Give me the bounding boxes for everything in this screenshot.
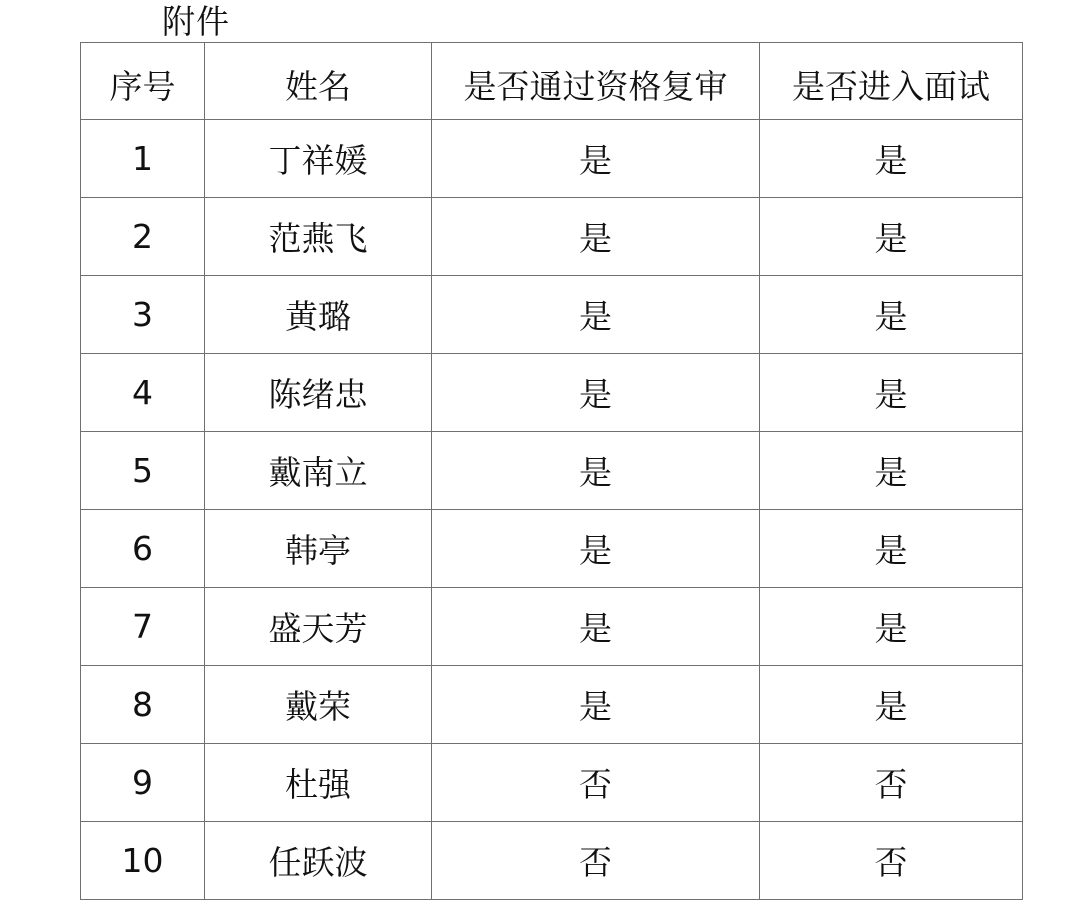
header-passed-qualification-review: 是否通过资格复审 <box>432 43 760 120</box>
attachment-label: 附件 <box>162 2 230 41</box>
header-serial-number: 序号 <box>81 43 205 120</box>
cell-passed-review: 是 <box>432 120 760 198</box>
table-row <box>81 354 1023 432</box>
cell-name: 任跃波 <box>205 822 432 900</box>
header-entered-interview: 是否进入面试 <box>760 43 1023 120</box>
cell-passed-review: 是 <box>432 510 760 588</box>
cell-name: 黄璐 <box>205 276 432 354</box>
cell-passed-review: 否 <box>432 822 760 900</box>
cell-name: 陈绪忠 <box>205 354 432 432</box>
cell-name: 丁祥媛 <box>205 120 432 198</box>
cell-name: 盛天芳 <box>205 588 432 666</box>
table-row <box>81 276 1023 354</box>
cell-passed-review: 是 <box>432 276 760 354</box>
table-row <box>81 666 1023 744</box>
cell-serial-number: 1 <box>81 120 205 198</box>
table-header-row <box>81 43 1023 120</box>
cell-name: 韩亭 <box>205 510 432 588</box>
cell-interview: 否 <box>760 744 1023 822</box>
cell-serial-number: 5 <box>81 432 205 510</box>
cell-name: 范燕飞 <box>205 198 432 276</box>
cell-serial-number: 3 <box>81 276 205 354</box>
cell-interview: 是 <box>760 354 1023 432</box>
cell-serial-number: 9 <box>81 744 205 822</box>
table-row <box>81 588 1023 666</box>
cell-name: 戴南立 <box>205 432 432 510</box>
table-row <box>81 822 1023 900</box>
cell-passed-review: 是 <box>432 354 760 432</box>
cell-passed-review: 是 <box>432 666 760 744</box>
cell-serial-number: 7 <box>81 588 205 666</box>
cell-interview: 否 <box>760 822 1023 900</box>
cell-passed-review: 是 <box>432 432 760 510</box>
cell-passed-review: 否 <box>432 744 760 822</box>
cell-name: 戴荣 <box>205 666 432 744</box>
cell-serial-number: 8 <box>81 666 205 744</box>
cell-interview: 是 <box>760 510 1023 588</box>
cell-interview: 是 <box>760 588 1023 666</box>
cell-interview: 是 <box>760 432 1023 510</box>
cell-serial-number: 6 <box>81 510 205 588</box>
cell-passed-review: 是 <box>432 198 760 276</box>
cell-interview: 是 <box>760 666 1023 744</box>
header-name: 姓名 <box>205 43 432 120</box>
table-row <box>81 120 1023 198</box>
review-results-table <box>80 42 1023 900</box>
table-row <box>81 744 1023 822</box>
table-row <box>81 510 1023 588</box>
cell-name: 杜强 <box>205 744 432 822</box>
cell-interview: 是 <box>760 276 1023 354</box>
cell-interview: 是 <box>760 198 1023 276</box>
cell-serial-number: 10 <box>81 822 205 900</box>
cell-passed-review: 是 <box>432 588 760 666</box>
cell-serial-number: 4 <box>81 354 205 432</box>
table-row <box>81 198 1023 276</box>
table-row <box>81 432 1023 510</box>
cell-serial-number: 2 <box>81 198 205 276</box>
cell-interview: 是 <box>760 120 1023 198</box>
